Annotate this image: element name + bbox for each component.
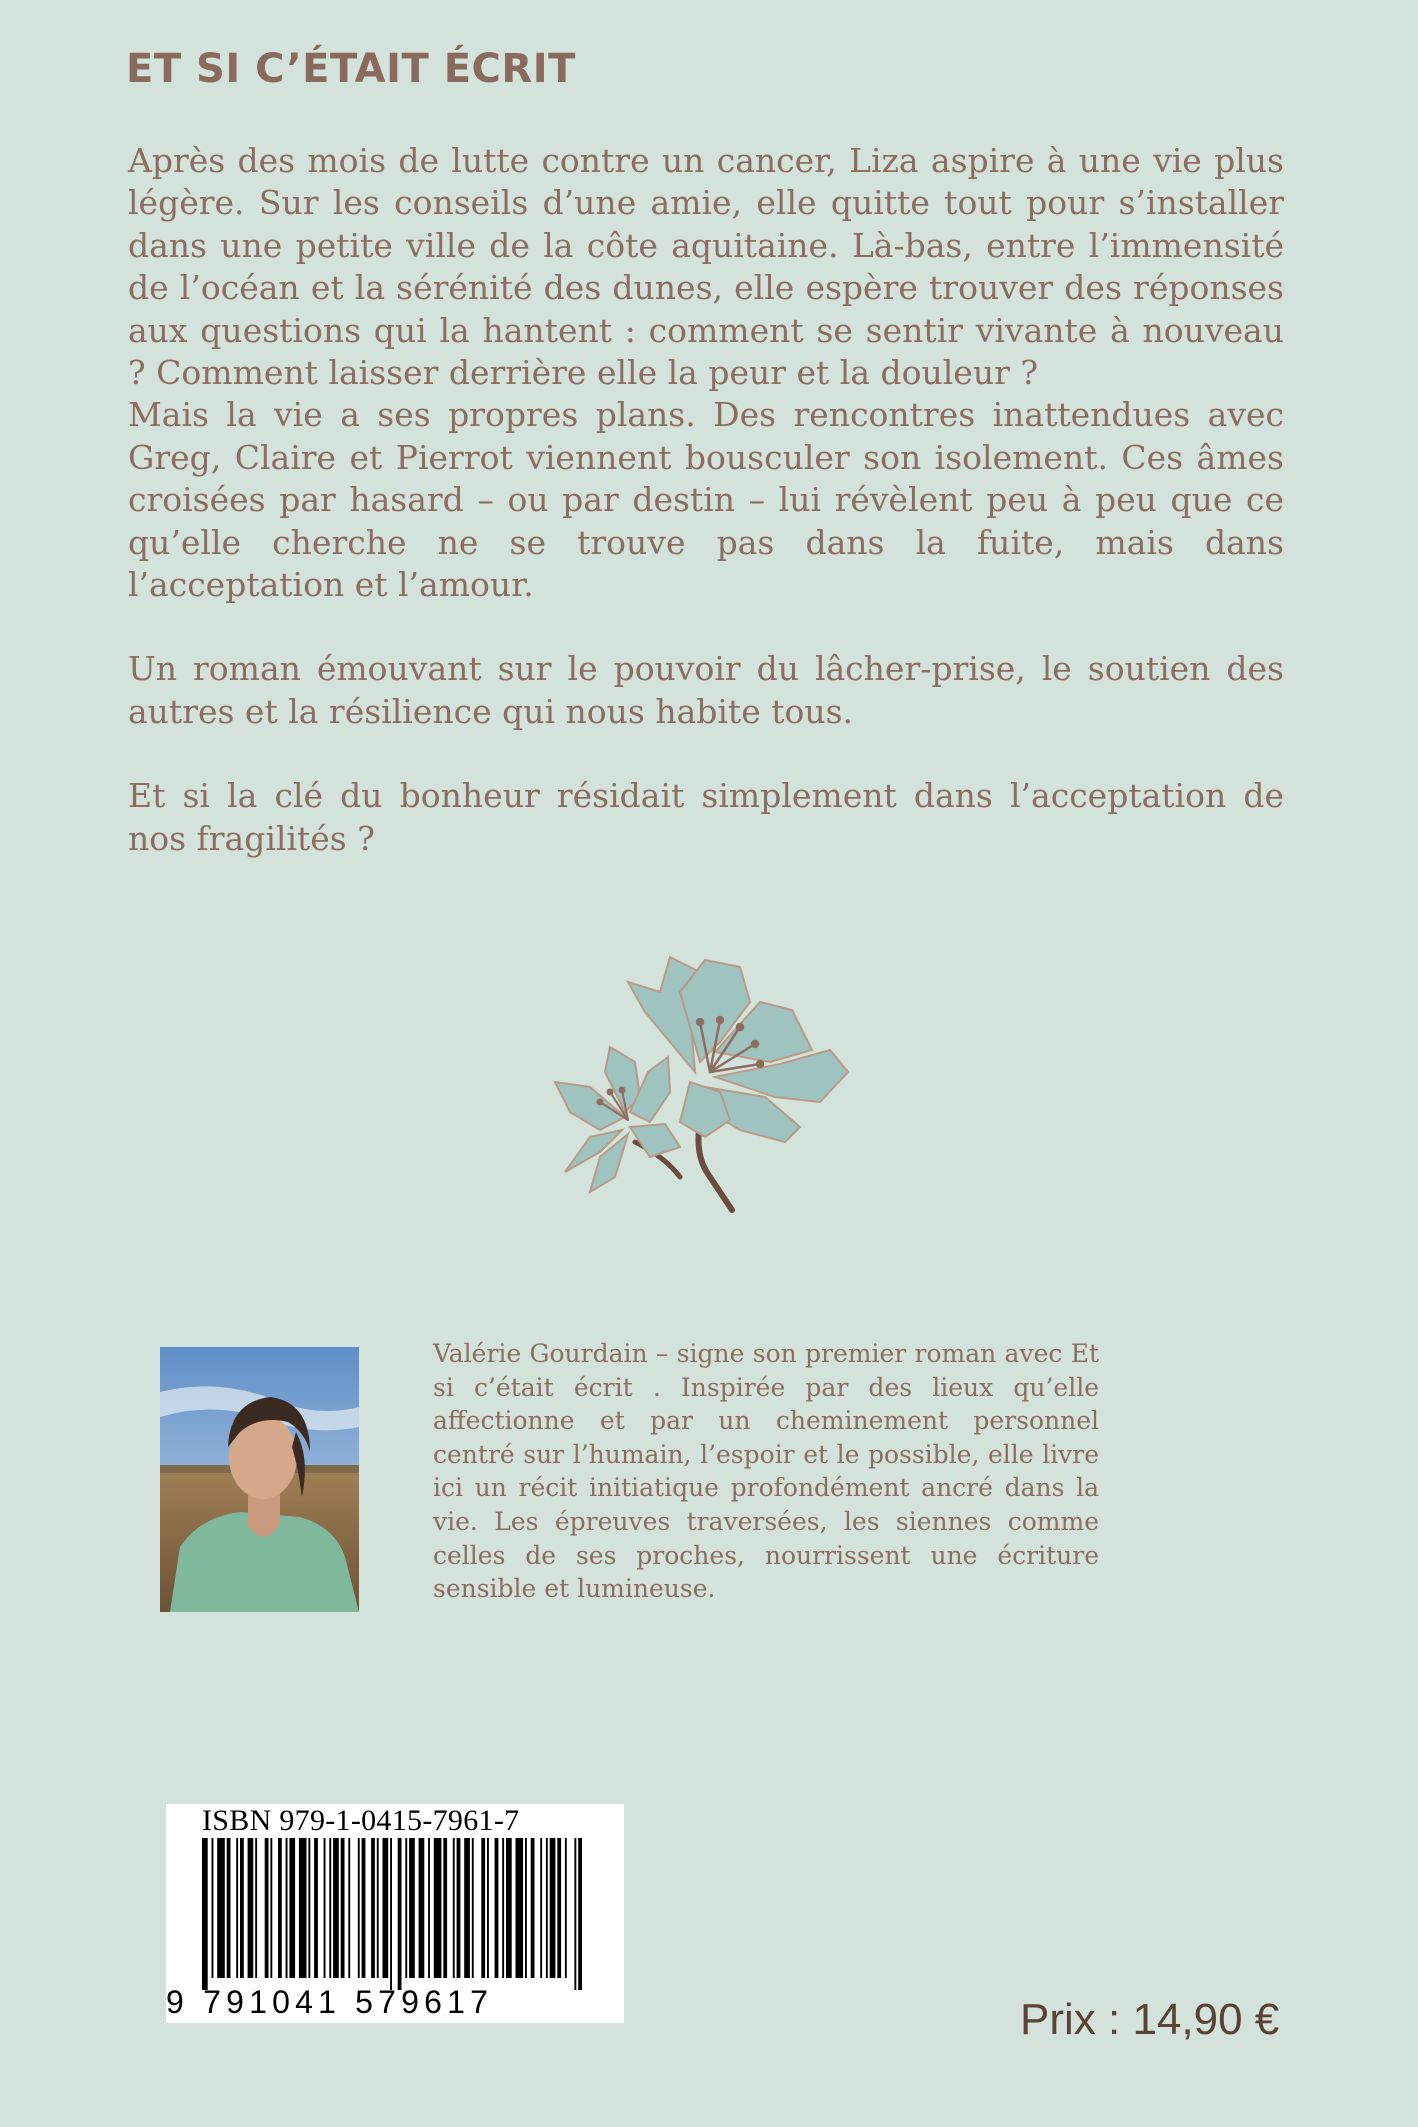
- barcode-bar: [314, 1838, 318, 1978]
- barcode-bar: [472, 1838, 474, 1978]
- barcode-bar: [278, 1838, 282, 1978]
- barcode-bar: [329, 1838, 331, 1978]
- barcode-bar: [398, 1838, 402, 1990]
- barcode-bar: [506, 1838, 512, 1978]
- author-bio: Valérie Gourdain – signe son premier roman avec Et si c’était écrit . Inspirée par des lieux qu’elle affectionne et par un cheminement personnel centré sur l’humain, l’espoir et le possible, elle livre ici un récit initiatique profondément ancré dans la vie. Les épreuves traversées, les siennes comme celles de ses proches, nourrissent une écriture sensible et lumineuse.: [433, 1339, 1099, 1604]
- barcode-bar: [299, 1838, 307, 1978]
- barcode-bar: [428, 1838, 430, 1978]
- barcode-bar: [265, 1838, 269, 1978]
- barcode-bar: [502, 1838, 504, 1978]
- barcode-bar: [481, 1838, 485, 1978]
- barcode-bar: [453, 1838, 455, 1978]
- barcode-bar: [383, 1838, 389, 1978]
- barcode-bar: [434, 1838, 442, 1978]
- barcode-bar: [286, 1838, 288, 1978]
- synopsis-paragraph: Après des mois de lutte contre un cancer, Liza aspire à une vie plus légère. Sur les conseils d’une amie, elle quitte tout pour s’installer dans une petite ville de la côte aquitaine. Là-bas, entre l’immensité de l’océan et la sérénité des dunes, elle espère trouver des réponses aux questions qui la hantent : comment se sentir vivante à nouveau ? Comment laisser derrière elle la peur et la douleur ?: [128, 141, 1284, 393]
- barcode-bar: [557, 1838, 561, 1978]
- barcode-bar: [565, 1838, 567, 1978]
- synopsis: [128, 140, 1284, 860]
- barcode-bar: [308, 1838, 310, 1978]
- barcode-bar: [550, 1838, 556, 1978]
- barcode-bar: [464, 1838, 470, 1978]
- barcode-digits: 9 791041 579617: [166, 1984, 494, 2020]
- synopsis-paragraph: Un roman émouvant sur le pouvoir du lâcher-prise, le soutien des autres et la résilience qui nous habite tous.: [128, 649, 1284, 731]
- barcode-bar: [390, 1838, 392, 1990]
- barcode-bar: [248, 1838, 254, 1978]
- barcode-bar: [324, 1838, 326, 1978]
- barcode-bar: [531, 1838, 535, 1978]
- barcode-bar: [358, 1838, 360, 1978]
- barcode-bar: [487, 1838, 489, 1978]
- barcode-bar: [525, 1838, 527, 1978]
- barcode-bar: [212, 1838, 214, 1978]
- barcode-bar: [443, 1838, 447, 1978]
- barcode-bar: [578, 1838, 582, 1990]
- barcode-bar: [405, 1838, 407, 1978]
- barcode-bar: [255, 1838, 257, 1978]
- barcode-bar: [409, 1838, 415, 1978]
- barcode-bar: [333, 1838, 339, 1978]
- barcode-bar: [341, 1838, 345, 1978]
- barcode-bar: [419, 1838, 425, 1978]
- barcode-bar: [289, 1838, 295, 1978]
- barcode-bar: [348, 1838, 350, 1978]
- barcode: [166, 1804, 624, 2023]
- barcode-bar: [362, 1838, 366, 1978]
- barcode-bar: [457, 1838, 461, 1978]
- barcode-bar: [377, 1838, 379, 1978]
- author-portrait: [160, 1347, 359, 1612]
- isbn-label: ISBN 979-1-0415-7961-7: [202, 1804, 520, 1837]
- barcode-bar: [540, 1838, 542, 1978]
- barcode-bar: [227, 1838, 231, 1978]
- book-title: ET SI C’ÉTAIT ÉCRIT: [126, 46, 576, 92]
- barcode-bar: [240, 1838, 244, 1978]
- barcode-bar: [574, 1838, 576, 1990]
- barcode-bar: [236, 1838, 238, 1978]
- barcode-bar: [202, 1838, 208, 1990]
- barcode-bar: [516, 1838, 524, 1978]
- synopsis-paragraph: Mais la vie a ses propres plans. Des rencontres inattendues avec Greg, Claire et Pierrot viennent bousculer son isolement. Ces âmes croisées par hasard – ou par destin – lui révèlent peu à peu que ce qu’elle cherche ne se trouve pas dans la fuite, mais dans l’acceptation et l’amour.: [128, 395, 1284, 605]
- barcode-bar: [217, 1838, 225, 1978]
- flower-illustration-icon: [530, 952, 880, 1232]
- price: Prix : 14,90 €: [1020, 1995, 1280, 2044]
- barcode-bar: [371, 1838, 375, 1978]
- synopsis-paragraph: Et si la clé du bonheur résidait simplement dans l’acceptation de nos fragilités ?: [128, 776, 1284, 858]
- barcode-bar: [270, 1838, 272, 1978]
- barcode-bar: [546, 1838, 548, 1978]
- barcode-bar: [495, 1838, 499, 1978]
